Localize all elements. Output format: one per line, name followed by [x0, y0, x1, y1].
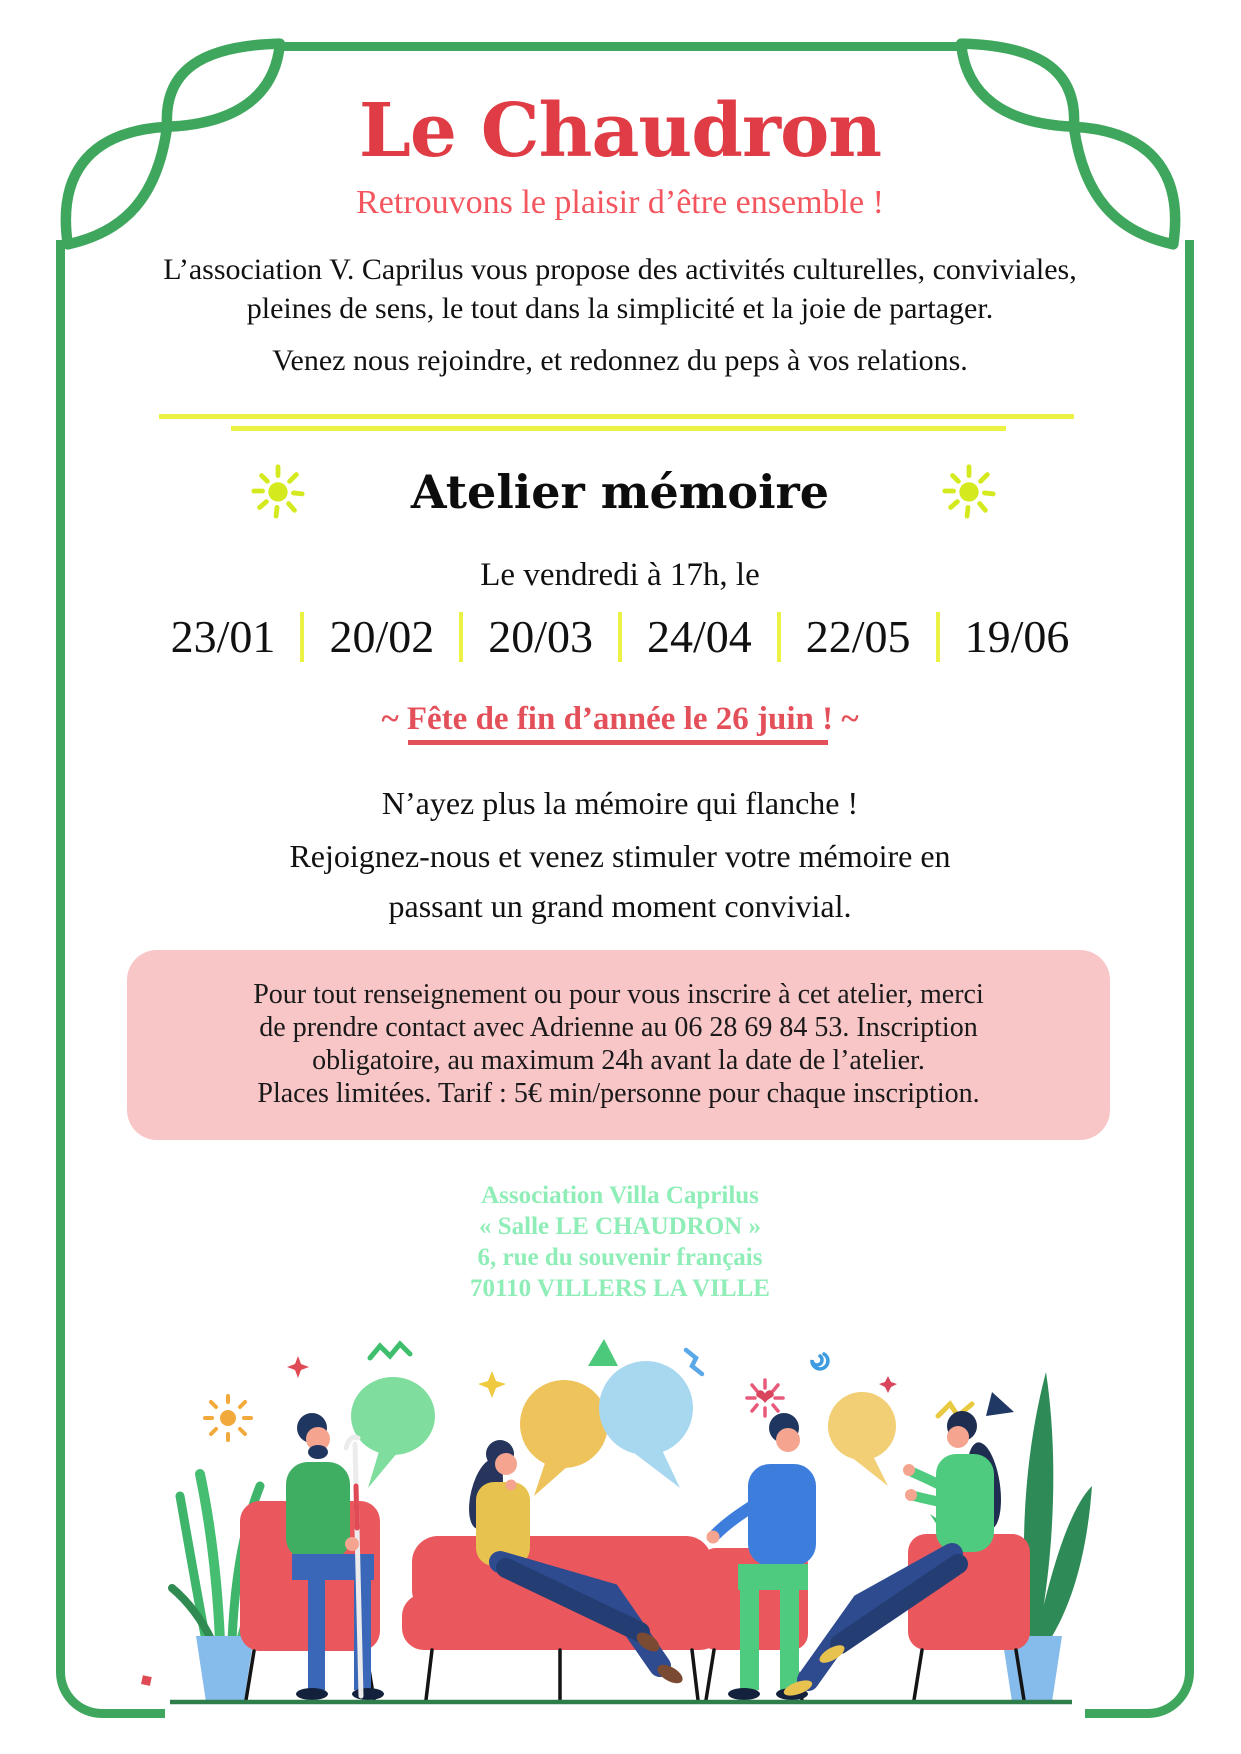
- address-city: 70110 VILLERS LA VILLE: [470, 1275, 770, 1302]
- divider-rule-1: [159, 414, 1074, 419]
- date-item: 24/04: [647, 611, 752, 662]
- armchair-man: [240, 1413, 384, 1700]
- date-item: 22/05: [805, 611, 911, 662]
- address-salle: « Salle LE CHAUDRON »: [479, 1213, 761, 1240]
- address-block: [60, 1180, 1180, 1304]
- contact-info-box: [127, 950, 1110, 1140]
- date-item: 23/01: [170, 611, 276, 662]
- intro-paragraph: [60, 250, 1180, 328]
- frame-top-border: [278, 42, 966, 51]
- info-line-1: Pour tout renseignement ou pour vous inscrire à cet atelier, merci: [253, 979, 984, 1010]
- address-street: 6, rue du souvenir français: [477, 1244, 763, 1271]
- community-illustration: [140, 1336, 1100, 1716]
- intro-line-1: L’association V. Caprilus vous propose des activités culturelles, conviviales,: [163, 253, 1077, 286]
- intro-line-3: Venez nous rejoindre, et redonnez du peps à vos relations.: [272, 344, 968, 377]
- info-line-3: obligatoire, au maximum 24h avant la date de l’atelier.: [312, 1045, 925, 1076]
- pitch-line-1: N’ayez plus la mémoire qui flanche !: [381, 785, 859, 821]
- pitch-line-2: Rejoignez-nous et venez stimuler votre mémoire en: [289, 838, 951, 874]
- sun-icon: [940, 462, 998, 520]
- intro-line-2: pleines de sens, le tout dans la simplicité et la joie de partager.: [246, 292, 994, 325]
- info-line-4: Places limitées. Tarif : 5€ min/personne pour chaque inscription.: [257, 1078, 980, 1109]
- schedule-intro: Le vendredi à 17h, le: [480, 557, 760, 593]
- date-item: 20/03: [488, 611, 593, 662]
- dates-row: [60, 608, 1180, 666]
- info-line-2: de prendre contact avec Adrienne au 06 28 69 84 53. Inscription: [259, 1012, 978, 1043]
- divider-rule-2: [231, 426, 1006, 431]
- date-item: 20/02: [329, 611, 435, 662]
- party-note-underline: [408, 740, 828, 745]
- chair-woman: [782, 1411, 1030, 1700]
- speech-bubbles: [351, 1361, 896, 1496]
- address-association: Association Villa Caprilus: [481, 1182, 759, 1209]
- workshop-heading: Atelier mémoire: [410, 465, 830, 519]
- party-note: ~ Fête de fin d’année le 26 juin ! ~: [381, 701, 859, 737]
- tagline: Retrouvons le plaisir d’être ensemble !: [356, 184, 884, 221]
- chair-man: [700, 1413, 816, 1700]
- pitch-line-3: passant un grand moment convivial.: [388, 888, 852, 924]
- page-title: Le Chaudron: [358, 88, 882, 174]
- date-item: 19/06: [964, 611, 1070, 662]
